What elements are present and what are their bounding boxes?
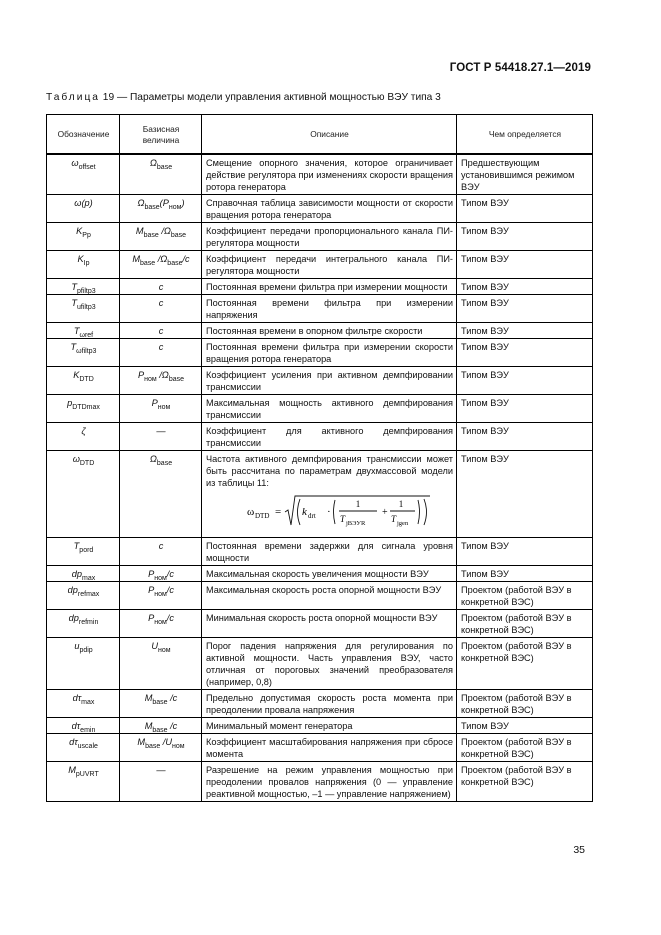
symbol-subscript: refmax	[77, 591, 100, 598]
base-unit: —	[156, 426, 166, 436]
inner-left-paren	[334, 500, 336, 524]
base-unit-tail: /с	[166, 613, 174, 623]
base-unit: с	[158, 541, 164, 551]
cell-description	[202, 251, 457, 279]
formula-plus: +	[382, 507, 388, 518]
table-row	[47, 367, 593, 395]
table-row	[47, 251, 593, 279]
base-unit: M	[137, 737, 146, 747]
table-header-row	[47, 115, 593, 155]
base-unit-tail: /с	[166, 585, 174, 595]
cell-designation	[47, 690, 120, 718]
cell-description	[202, 339, 457, 367]
symbol: T	[71, 298, 77, 308]
symbol: dτ	[69, 737, 78, 747]
symbol: T	[70, 342, 77, 352]
base-unit: M	[144, 693, 153, 703]
symbol: ζ	[81, 426, 86, 436]
symbol: K	[77, 254, 84, 264]
cell-description	[202, 582, 457, 610]
base-unit: P	[148, 585, 155, 595]
cell-description	[202, 395, 457, 423]
table-row	[47, 195, 593, 223]
cell-determined-by: Типом ВЭУ	[457, 323, 593, 339]
cell-base-quantity	[120, 323, 202, 339]
symbol-subscript: offset	[78, 164, 96, 171]
cell-determined-by: Проектом (работой ВЭУ в конкретной ВЭС)	[457, 610, 593, 638]
description-text: Минимальная скорость роста опорной мощности ВЭУ	[206, 613, 438, 623]
symbol: ω	[72, 454, 80, 464]
symbol-subscript: emin	[80, 727, 96, 734]
symbol-subscript: DTD	[79, 376, 94, 383]
base-unit-subscript: ном	[154, 591, 167, 598]
cell-base-quantity	[120, 251, 202, 279]
formula-k: k	[302, 506, 307, 518]
cell-designation	[47, 195, 120, 223]
caption-label: Таблица	[46, 92, 100, 103]
left-paren	[298, 499, 301, 525]
symbol-subscript: pfiltp3	[76, 288, 96, 295]
base-unit-tail-subscript: base	[170, 232, 187, 239]
cell-designation	[47, 251, 120, 279]
cell-designation	[47, 339, 120, 367]
base-unit: P	[148, 613, 155, 623]
cell-description	[202, 367, 457, 395]
base-unit: с	[158, 326, 164, 336]
base-unit-tail-end: /с	[182, 254, 190, 264]
cell-determined-by: Типом ВЭУ	[457, 195, 593, 223]
symbol-subscript: ωref	[79, 332, 94, 339]
cell-description	[202, 451, 457, 538]
symbol: M	[68, 765, 76, 775]
description-text: Постоянная времени в опорном фильтре скорости	[206, 326, 423, 336]
symbol: dp	[71, 569, 82, 579]
column-header: Обозначение	[47, 115, 120, 155]
description-text: Постоянная времени фильтра при измерении напряжения	[206, 298, 453, 320]
cell-base-quantity	[120, 734, 202, 762]
description-text: Справочная таблица зависимости мощности от скорости вращения ротора генератора	[206, 198, 453, 220]
description-text: Постоянная времени задержки для сигнала уровня мощности	[206, 541, 453, 563]
cell-designation	[47, 154, 120, 195]
table-row	[47, 610, 593, 638]
symbol-subscript: refmin	[78, 619, 99, 626]
cell-designation	[47, 223, 120, 251]
symbol-subscript: Pp	[82, 232, 91, 239]
cell-base-quantity	[120, 223, 202, 251]
base-unit-subscript: ном	[157, 404, 171, 411]
base-unit-tail-subscript: ном	[172, 743, 185, 750]
cell-determined-by: Типом ВЭУ	[457, 451, 593, 538]
base-unit: —	[156, 765, 166, 775]
caption-text: 19 — Параметры модели управления активной мощностью ВЭУ типа 3	[102, 92, 441, 103]
base-unit-tail-subscript: base	[167, 260, 183, 267]
symbol-subscript: DTDmax	[72, 404, 100, 411]
symbol-subscript: pdip	[79, 647, 93, 654]
description-text: Минимальный момент генератора	[206, 721, 353, 731]
document-header: ГОСТ Р 54418.27.1—2019	[449, 62, 591, 74]
cell-description	[202, 638, 457, 690]
symbol: dp	[67, 585, 78, 595]
cell-base-quantity	[120, 154, 202, 195]
description-text: Максимальная скорость увеличения мощности ВЭУ	[206, 569, 429, 579]
cell-base-quantity	[120, 762, 202, 802]
symbol: u	[74, 641, 80, 651]
cell-description	[202, 295, 457, 323]
description-text: Постоянная времени фильтра при измерении мощности	[206, 282, 448, 292]
symbol: p	[67, 398, 73, 408]
formula-t1-subscript: jВЭУR	[346, 520, 366, 527]
formula-dot: ·	[327, 506, 331, 518]
cell-description	[202, 718, 457, 734]
base-unit-subscript: base	[152, 727, 168, 734]
cell-determined-by: Типом ВЭУ	[457, 295, 593, 323]
formula-k-subscript: drt	[308, 512, 316, 520]
table-row	[47, 279, 593, 295]
base-unit: P	[151, 398, 158, 408]
symbol-subscript: max	[81, 699, 95, 706]
symbol: T	[71, 282, 77, 292]
cell-determined-by: Типом ВЭУ	[457, 718, 593, 734]
table-row	[47, 423, 593, 451]
cell-base-quantity	[120, 566, 202, 582]
base-unit-subscript: ном	[154, 619, 167, 626]
cell-designation	[47, 610, 120, 638]
base-unit: Ω	[149, 158, 157, 168]
base-unit-subscript: base	[143, 232, 159, 239]
symbol-subscript: ωfiltp3	[76, 348, 97, 355]
symbol: K	[76, 226, 83, 236]
base-unit-subscript: ном	[154, 575, 167, 582]
cell-determined-by: Типом ВЭУ	[457, 423, 593, 451]
table-row	[47, 451, 593, 538]
column-header: Описание	[202, 115, 457, 155]
cell-determined-by: Проектом (работой ВЭУ в конкретной ВЭС)	[457, 734, 593, 762]
cell-base-quantity	[120, 279, 202, 295]
formula-numerator-2: 1	[398, 499, 404, 509]
base-unit-tail: (P	[159, 198, 169, 208]
symbol: dp	[68, 613, 79, 623]
table-row	[47, 295, 593, 323]
cell-designation	[47, 538, 120, 566]
cell-designation	[47, 451, 120, 538]
base-unit-subscript: base	[152, 699, 168, 706]
description-text: Максимальная скорость роста опорной мощности ВЭУ	[206, 585, 442, 595]
base-unit-tail-subscript: ном	[168, 204, 182, 211]
table-caption	[46, 92, 626, 103]
base-unit-tail: /Ω	[156, 370, 169, 380]
cell-designation	[47, 367, 120, 395]
cell-designation	[47, 323, 120, 339]
cell-description	[202, 154, 457, 195]
base-unit-tail: /с	[166, 569, 174, 579]
table-row	[47, 690, 593, 718]
column-header: Базисная величина	[120, 115, 202, 155]
base-unit-subscript: ном	[144, 376, 157, 383]
cell-designation	[47, 295, 120, 323]
cell-description	[202, 195, 457, 223]
symbol-subscript: ufiltp3	[76, 304, 96, 311]
cell-determined-by: Типом ВЭУ	[457, 538, 593, 566]
formula-lhs: ω	[247, 506, 255, 518]
cell-determined-by: Типом ВЭУ	[457, 279, 593, 295]
cell-designation	[47, 566, 120, 582]
cell-base-quantity	[120, 638, 202, 690]
cell-base-quantity	[120, 395, 202, 423]
cell-description	[202, 323, 457, 339]
formula-t2-subscript: jgen	[397, 520, 409, 527]
table-row	[47, 154, 593, 195]
table-row	[47, 566, 593, 582]
symbol: ω	[71, 158, 79, 168]
base-unit-tail: /Ω	[155, 254, 168, 264]
table-row	[47, 718, 593, 734]
base-unit-tail-subscript: base	[168, 376, 184, 383]
symbol-subscript: Ip	[83, 260, 90, 267]
base-unit-subscript: base	[156, 460, 173, 467]
column-header: Чем определяется	[457, 115, 593, 155]
description-text: Смещение опорного значения, которое ограничивает действие регулятора при изменениях скорости вращения ротора генератора	[206, 158, 453, 192]
base-unit-tail: /Ω	[158, 226, 171, 236]
base-unit-subscript: base	[145, 743, 161, 750]
cell-determined-by: Проектом (работой ВЭУ в конкретной ВЭС)	[457, 638, 593, 690]
inner-right-paren	[418, 500, 420, 524]
formula-numerator-1: 1	[355, 499, 361, 509]
cell-base-quantity	[120, 339, 202, 367]
cell-designation	[47, 638, 120, 690]
cell-description	[202, 423, 457, 451]
cell-base-quantity	[120, 367, 202, 395]
table-row	[47, 582, 593, 610]
cell-base-quantity	[120, 718, 202, 734]
base-unit: M	[132, 254, 140, 264]
table-row	[47, 323, 593, 339]
cell-description	[202, 279, 457, 295]
page-number: 35	[573, 844, 585, 856]
base-unit: M	[144, 721, 153, 731]
cell-base-quantity	[120, 582, 202, 610]
cell-base-quantity	[120, 451, 202, 538]
table-row	[47, 223, 593, 251]
cell-description	[202, 223, 457, 251]
cell-determined-by: Проектом (работой ВЭУ в конкретной ВЭС)	[457, 690, 593, 718]
base-unit: с	[158, 298, 164, 308]
cell-base-quantity	[120, 538, 202, 566]
symbol: K	[73, 370, 80, 380]
base-unit-subscript: ном	[158, 647, 171, 654]
cell-base-quantity	[120, 295, 202, 323]
formula-t2: T	[391, 514, 397, 524]
cell-base-quantity	[120, 195, 202, 223]
cell-determined-by: Типом ВЭУ	[457, 339, 593, 367]
table-row	[47, 538, 593, 566]
symbol-subscript: max	[82, 575, 96, 582]
cell-base-quantity	[120, 610, 202, 638]
cell-designation	[47, 762, 120, 802]
cell-designation	[47, 279, 120, 295]
cell-description	[202, 690, 457, 718]
cell-description	[202, 538, 457, 566]
formula-omega-dtd	[247, 494, 432, 530]
cell-designation	[47, 734, 120, 762]
cell-description	[202, 610, 457, 638]
cell-determined-by: Типом ВЭУ	[457, 566, 593, 582]
description-text: Коэффициент масштабирования напряжения при сбросе момента	[206, 737, 453, 759]
symbol: T	[73, 326, 80, 336]
table-row	[47, 638, 593, 690]
symbol-subscript: pord	[79, 547, 94, 554]
symbol-subscript: uscale	[77, 743, 98, 750]
base-unit-subscript: base	[140, 260, 156, 267]
cell-determined-by: Типом ВЭУ	[457, 367, 593, 395]
symbol: T	[73, 541, 80, 551]
formula-container	[206, 489, 453, 536]
base-unit: U	[151, 641, 159, 651]
cell-description	[202, 566, 457, 582]
cell-determined-by: Проектом (работой ВЭУ в конкретной ВЭС)	[457, 762, 593, 802]
cell-designation	[47, 718, 120, 734]
base-unit-tail: /U	[160, 737, 172, 747]
base-unit: P	[137, 370, 145, 380]
cell-description	[202, 734, 457, 762]
cell-designation	[47, 395, 120, 423]
formula-equals: =	[275, 506, 282, 518]
cell-determined-by: Типом ВЭУ	[457, 223, 593, 251]
table-row	[47, 395, 593, 423]
description-text: Разрешение на режим управления мощностью при преодолении провалов напряжения (0 — управление реактивной мощностью, –1 — управление напряжением)	[206, 765, 453, 799]
description-text: Максимальная мощность активного демпфирования трансмиссии	[206, 398, 453, 420]
base-unit-tail-end: )	[181, 198, 185, 208]
cell-determined-by: Типом ВЭУ	[457, 251, 593, 279]
description-text: Предельно допустимая скорость роста момента при преодолении провала напряжения	[206, 693, 453, 715]
base-unit-tail: /с	[167, 693, 178, 703]
symbol: ω(p)	[74, 198, 93, 208]
base-unit: с	[158, 342, 164, 352]
symbol-subscript: DTD	[79, 460, 95, 467]
description-text: Постоянная времени фильтра при измерении скорости вращения ротора генератора	[206, 342, 453, 364]
formula-lhs-subscript: DTD	[255, 512, 270, 520]
cell-determined-by: Предшествующим установившимся режимом ВЭУ	[457, 154, 593, 195]
base-unit: Ω	[149, 454, 157, 464]
base-unit: с	[158, 282, 164, 292]
symbol: dτ	[72, 693, 82, 703]
right-paren	[424, 499, 427, 525]
description-text: Порог падения напряжения для регулирования по активной мощности. Часть управления ВЭУ, часто отличная от пороговых значений преобразователя (например, 0,8)	[206, 641, 453, 687]
cell-determined-by: Проектом (работой ВЭУ в конкретной ВЭС)	[457, 582, 593, 610]
base-unit: M	[135, 226, 144, 236]
table-row	[47, 734, 593, 762]
description-text: Коэффициент для активного демпфирования трансмиссии	[206, 426, 453, 448]
cell-designation	[47, 582, 120, 610]
table-body	[47, 154, 593, 802]
formula-t1: T	[340, 514, 346, 524]
description-text: Коэффициент передачи пропорционального канала ПИ-регулятора мощности	[206, 226, 453, 248]
base-unit-subscript: base	[156, 164, 173, 171]
base-unit: Ω	[137, 198, 145, 208]
table-row	[47, 762, 593, 802]
cell-base-quantity	[120, 423, 202, 451]
cell-base-quantity	[120, 690, 202, 718]
base-unit-tail: /с	[167, 721, 178, 731]
symbol: dτ	[71, 721, 81, 731]
cell-designation	[47, 423, 120, 451]
description-text: Частота активного демпфирования трансмиссии может быть рассчитана по параметрам двухмассовой модели из таблицы 11:	[206, 454, 453, 488]
symbol-subscript: pUVRT	[75, 771, 99, 778]
base-unit: P	[148, 569, 155, 579]
cell-description	[202, 762, 457, 802]
table-row	[47, 339, 593, 367]
parameters-table	[46, 114, 593, 802]
description-text: Коэффициент передачи интегрального канала ПИ-регулятора мощности	[206, 254, 453, 276]
description-text: Коэффициент усиления при активном демпфировании трансмиссии	[206, 370, 453, 392]
cell-determined-by: Типом ВЭУ	[457, 395, 593, 423]
base-unit-subscript: base	[144, 204, 160, 211]
